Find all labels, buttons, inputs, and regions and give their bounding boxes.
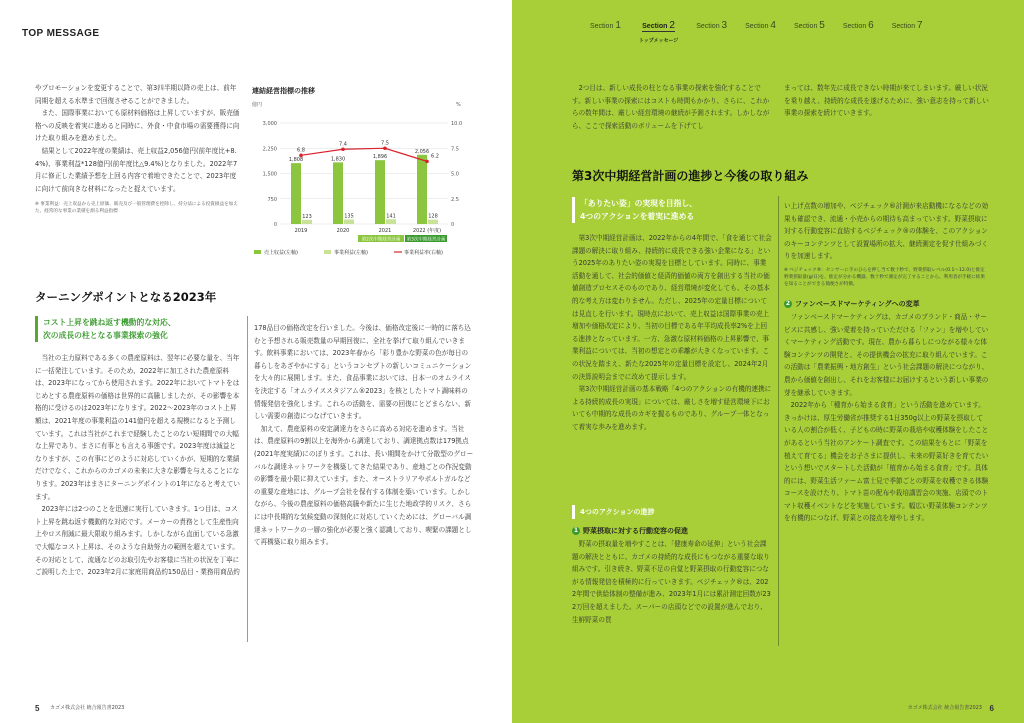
point-margin — [425, 160, 429, 164]
body-para: 2022年から「種育から始まる食育」という活動を進めています。きっかけは、厚生労働省が推奨する1日350g以上の野菜を摂取している人の割合が低く、子どもの時に野菜の栽培や収穫体験をしたことがあるという当社のアンケート調査です。この結果をもとに「野菜を植えて育てる」機会をお子さまに提供し、未来の野菜好きを育てたいという想いでスタートした活動が「植育から始まる食育」です。具体的には、野菜生活ファーム富士見で季節ごとの野菜を収穫できる体験コースを設けたり、トマト苗の配布や栽培講習会の実施、店頭でのトマト収穫イベントなどを実施しています。幅広い野菜体験コンテンツを有機的につなげ、野菜との接点を増やします。 — [784, 401, 989, 523]
action-2-title: 2 ファンベースドマーケティングへの変革 — [785, 299, 920, 308]
bar-sales — [333, 162, 343, 224]
data-label-margin: 7.5 — [381, 140, 389, 147]
body-para: 第3次中期経営計画は、2022年からの4年間で、「食を通じて社会課題の解決に取り組み、持続的に成長できる強い企業になる」という2025年のありたい姿の実現を目標としています。同時に、事業活動を通して、社会的価値と経済的価値の両方を創出する当社の価値創造プロセスそのものであり、経営環境が変化しても、その基本的な考え方は変わりません。ただし、2025年の定量目標については見直しを行います。現時点において、売上収益は国際事業の売上増加や価格改定により、当初の目標である年平均成長率2%を上回る進捗となっています。一方、急激な原材料価格の上昇影響で、事業利益については、当初の想定との乖離が大きくなっています。この状況を踏まえ、新たな2025年の定量目標を設定し、2024年2月の決算説明会までに改めて提示します。 — [572, 234, 772, 381]
bar-profit — [428, 220, 438, 224]
lead-heading — [35, 316, 240, 342]
legend-label: 事業利益(左軸) — [334, 250, 368, 256]
nav-section-1[interactable]: Section 1 — [590, 20, 621, 31]
chart-title: 連結経営指標の推移 — [252, 87, 315, 95]
x-tick: 2022 (年度) — [412, 228, 442, 234]
nav-section-5[interactable]: Section 5 — [793, 20, 825, 31]
body-para: い上げ点数の増加や、ベジチェック®計測が来店動機になるなどの効果も確認でき、流通・小売からの期待も高まっています。野菜摂取に対する行動変容に直結するベジチェック®の体験を、このアクションのキーコンテンツとして設置場所の拡大、継続測定を促す仕組みづくりを加速します。 — [784, 202, 989, 261]
intro-para: また、国際事業においても原材料価格は上昇していますが、販売価格への反映を着実に進めると同時に、外食・中食市場の需要獲得に向けた取り組みを進めました。 — [35, 109, 240, 143]
data-label-sales: 1,830 — [330, 156, 346, 163]
bar-profit — [386, 219, 396, 224]
chart-svg — [252, 98, 474, 266]
bar-sales — [417, 155, 427, 224]
column-divider — [247, 316, 248, 642]
y-right-tick: 2.5 — [451, 196, 459, 203]
data-label-profit: 141 — [386, 213, 396, 220]
section-nav — [590, 20, 923, 44]
body-para: 当社の主力原料である多くの農産原料は、翌年に必要な量を、当年に一括発注しています。そのため、2022年に加工された農産原料は、2023年になってから使用されます。2022年においてトマトをはじめとする農産原料の価格は世界的に高騰しましたが、その影響を本格的に受けるのは2023年になります。2022～2023年のコスト上昇額は、2021年度の事業利益の141億円を超える規模になると予測しています。これは当社がこれまで経験したことのない短期間での大幅な上昇であり、まさに有事とも言える事態です。2023年度は減益となりますが、この有事にどのように対応していくかが、短期的な業績だけでなく、これからのカゴメの未来に大きな影響を与えることになります。2023年はまさにターニングポイントの1年になると考えています。 — [35, 354, 240, 501]
nav-caption: トップメッセージ — [638, 38, 679, 44]
column-divider — [778, 196, 779, 646]
y-left-tick: 2,250 — [262, 146, 277, 153]
nav-section-2[interactable]: Section 2 トップメッセージ — [638, 20, 679, 44]
nav-section-6[interactable]: Section 6 — [842, 20, 874, 31]
bar-profit — [302, 220, 312, 224]
point-margin — [383, 146, 387, 150]
top-text-right: まっては、数年先に成長できない時期が来てしまいます。厳しい状況を乗り越え、持続的な成長を遂げるために、強い意志を持って新しい事業の探索を続けていきます。 — [784, 84, 989, 118]
section-title: 第3次中期経営計画の進捗と今後の取り組み — [572, 169, 809, 183]
lead-heading — [572, 197, 772, 223]
data-label-sales: 2,056 — [414, 148, 430, 155]
body-column-2 — [784, 200, 989, 525]
page-number: 5 — [35, 704, 40, 713]
body-column-2 — [254, 322, 474, 549]
footnote: ※ 事業利益：売上収益から売上原価、販売及び一般管理費を控除し、持分法による投資損益を加えた、経常的な事業の業績を測る利益指標 — [35, 202, 238, 215]
data-label-margin: 6.8 — [297, 147, 305, 154]
y-right-tick: 10.0 — [451, 121, 463, 127]
y-left-tick: 3,000 — [262, 121, 277, 127]
point-margin — [299, 154, 303, 158]
legend-label: 事業利益率(右軸) — [404, 250, 443, 256]
y-right-tick: 0 — [451, 222, 455, 228]
x-tick: 2020 — [336, 228, 350, 234]
y-right-tick: 5.0 — [451, 171, 459, 178]
footnote: ※ ベジチェック®：センサーに手のひらを押し当て数十秒で、野菜摂取レベル(0.1～12.0)と推定野菜摂取量(g/日)を、推定が分かる機器。数十秒で測定が完了することから、利用者が手軽に結果を知ることができる簡便さが特徴。 — [784, 267, 985, 287]
body-column-1 — [572, 232, 772, 434]
data-label-margin: 6.2 — [431, 153, 439, 160]
lead-line: コスト上昇を跳ね返す機動的な対応、 — [43, 318, 176, 327]
section-title: ターニングポイントとなる2023年 — [35, 290, 217, 304]
intro-column — [35, 82, 240, 215]
lead-line: 次の成長の柱となる事業探索の強化 — [43, 331, 168, 340]
legend-label: 売上収益(左軸) — [264, 250, 298, 256]
body-para: ファンベースドマーケティングは、カゴメのブランド・商品・サービスに共感し、強い愛着を持っていただける「ファン」を増やしていくマーケティング活動です。現在、農から暮らしにつながる様々な体験コンテンツの開発と、その提供機会の拡充に取り組んでいます。この活動は「農業振興・地方創生」という社会課題の解決につながり、農から価値を創出し、それをお客様にお届けするという新しい事業の芽を継承していきます。 — [784, 312, 989, 397]
y-left-tick: 0 — [273, 222, 277, 228]
chart-container — [252, 86, 474, 266]
page-footer: カゴメ株式会社 統合報告書2023 — [907, 705, 982, 711]
lead-line: 4つのアクションを着実に進める — [580, 212, 695, 221]
bar-profit — [344, 219, 354, 224]
data-label-profit: 135 — [344, 213, 354, 220]
right-page — [512, 0, 1024, 723]
data-label-margin: 7.4 — [339, 141, 347, 148]
action-1-title: 1 野菜摂取に対する行動変容の促進 — [573, 527, 688, 535]
nav-section-7[interactable]: Section 7 — [891, 20, 923, 31]
page-header: TOP MESSAGE — [22, 28, 100, 39]
legend-swatch — [254, 250, 261, 254]
nav-section-3[interactable]: Section 3 — [696, 20, 728, 31]
page-footer: カゴメ株式会社 統合報告書2023 — [50, 705, 125, 711]
data-label-profit: 128 — [428, 213, 438, 220]
body-para: 加えて、農産原料の安定調達力をさらに高める対応を進めます。当社は、農産原料の9割以上を海外から調達しており、調達拠点数は179拠点(2021年度実績)にのぼります。これは、長い期間をかけて分散型のグローバルな調達ネットワークを構築してきた結果であり、産地ごとの作況変動の影響を最小限に抑えています。また、オーストラリアやポルトガルなどの重要な産地には、グループ会社を保有する体制を築いています。しかしながら、今後の農産原料の価格高騰や新たに生じた地政学的リスク、さらには中長期的な気候変動の深刻化に対応していくためには、グローバル調達ネットワークの一層の強化が必要と強く認識しており、喫緊の課題として再構築に取り組みます。 — [254, 424, 474, 547]
x-tick: 2019 — [294, 228, 308, 234]
intro-para: やプロモーションを変更することで、第3四半期以降の売上は、前年同期を超える水準まで回復させることができました。 — [35, 84, 237, 105]
action-1-text: 野菜の摂取量を増やすことは、「健康寿命の延伸」という社会課題の解決とともに、カゴメの持続的な成長にもつながる重要な取り組みです。引き続き、野菜不足の自覚と野菜摂取の行動変容につながる情報発信を積極的に行っていきます。ベジチェック®は、2022年間で供給体制の整備が進み、2023年1月には累計測定回数が232万回を超えました。スーパーの店頭などでの設置が進んでおり、生鮮野菜の買 — [572, 540, 771, 624]
top-text-left: 2つ目は、新しい成長の柱となる事業の探索を強化することです。新しい事業の探索にはコストも時間もかかり、さらに、これからの数年間は、厳しい経営環境の継続が予測されます。しかしながら、ここで探索活動のボリュームを下げてし — [572, 84, 770, 130]
intro-para: 結果として2022年度の業績は、売上収益2,056億円(前年度比+8.4%)、事業利益*128億円(前年度比△9.4%)となりました。2022年7月に修正した業績予想を上回る内容で着地できたことで、2023年度に向けて前向きな材料になったと捉えています。 — [35, 146, 238, 193]
x-tick: 2021 — [378, 228, 392, 234]
plan-label: 第2次中期経営計画 — [361, 237, 401, 243]
data-label-profit: 123 — [302, 213, 312, 220]
body-para: 2023年には2つのことを迅速に実行していきます。1つ目は、コスト上昇を跳ね返す機動的な対応です。メーカーの責務として生産性向上やロス削減に最大限取り組みます。しかしながら直面している急激で大幅なコスト上昇は、そのような自助努力の範囲を超えています。その対応として、流通などのお取引先やお客様に当社の状況を丁寧にご説明した上で、2023年2月に家庭用商品約150品目・業務用商品約 — [35, 505, 240, 577]
number-badge-2: 2 — [785, 299, 791, 307]
number-badge-1: 1 — [573, 527, 579, 534]
body-para: 178品目の価格改定を行いました。今後は、価格改定後に一時的に落ち込むと予想される販売数量の早期回復に、全社を挙げて取り組んでいきます。飲料事業においては、2023年春から「彩り豊かな野菜の色が毎日の暮らしをあざやかにする」というコンセプトの新しいコミュニケーションを大々的に展開します。また、食品事業においては、日本一のオムライスを決定する「オムライススタジアム®2023」を核としたトマト調味料の情報発信を強化します。これらの活動を、需要の回復にとどまらない、新しい需要の創造につなげていきます。 — [254, 324, 472, 421]
subsection-heading: 4つのアクションの進捗 — [572, 505, 772, 519]
nav-section-4[interactable]: Section 4 — [745, 20, 776, 31]
bar-sales — [375, 160, 385, 224]
body-column-1 — [35, 352, 240, 579]
plan-label: 第3次中期経営計画 — [406, 237, 446, 243]
legend-swatch — [324, 250, 331, 254]
data-label-sales: 1,896 — [372, 154, 388, 161]
y-right-unit: % — [456, 102, 461, 108]
line-margin — [301, 148, 430, 161]
action-1-block — [572, 522, 772, 626]
page-number: 6 — [989, 704, 994, 713]
y-left-tick: 750 — [267, 196, 277, 203]
y-left-unit: 億円 — [252, 102, 263, 108]
point-margin — [341, 147, 345, 151]
bar-sales — [291, 163, 301, 224]
y-right-tick: 7.5 — [451, 146, 459, 153]
y-left-tick: 1,500 — [262, 171, 277, 178]
lead-line: 「ありたい姿」の実現を目指し、 — [580, 199, 697, 208]
body-para: 第3次中期経営計画の基本戦略「4つのアクションの有機的連携による持続的成長の実現」については、厳しさを増す経営環境下においても中期的な成長のカギを握るものであり、グループ一体となって着実な歩みを進めます。 — [572, 385, 772, 431]
data-label-sales: 1,808 — [288, 157, 304, 164]
